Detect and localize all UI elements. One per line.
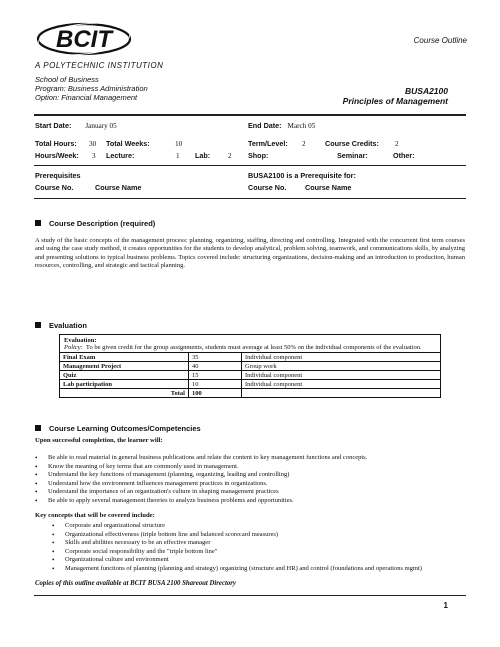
evaluation-box-title: Evaluation: (64, 337, 97, 344)
list-item: • Understand the key functions of management (planning, organizing, leading and controlling) (35, 471, 465, 480)
list-item: • Management functions of planning (planning and strategy) organizing (structure and HR) and control (foundations and operations mgmt) (52, 565, 452, 574)
prereq-divider (34, 198, 466, 199)
evaluation-table (59, 334, 441, 398)
total-weeks-value: 10 (175, 140, 183, 148)
credits-label: Course Credits: (325, 139, 379, 148)
evaluation-policy-cell (60, 335, 441, 353)
learning-outcomes-heading: Course Learning Outcomes/Competencies (35, 424, 201, 433)
outcomes-list (35, 454, 465, 506)
table-total-row: Total 100 (60, 389, 441, 398)
program-name: Program: Business Administration (35, 84, 148, 93)
list-item: • Know the meaning of key terms that are commonly used in management. (35, 463, 465, 472)
list-item: • Organizational effectiveness (triple bottom line and balanced scorecard measures) (52, 531, 452, 540)
term-value: 2 (302, 140, 306, 148)
seminar-label: Seminar: (337, 151, 368, 160)
details-divider (34, 165, 466, 166)
table-row: Management Project 40 Group work (60, 362, 441, 371)
prerequisites-title: Prerequisites (35, 171, 81, 180)
outcomes-intro: Upon successful completion, the learner will: (35, 437, 163, 444)
shareout-note: Copies of this outline available at BCIT BUSA 2100 Shareout Directory (35, 580, 236, 587)
evaluation-policy: Policy: To be given credit for the group assignments, students must average at least 50% on the individual components of the evaluation. (64, 344, 422, 351)
course-description-text: A study of the basic concepts of the management process: planning, organizing, staffing, directing and controlling. Integrated with the concurrent first term courses and using the case study method, it creates opportunities for the students to develop analytical, problem solving, teamwork, and communications skills, by analyzing and presenting solutions to typical business problems. Topics covered include: structuring organizations, decision-making and an introduction to production, human resources, controlling, and strategic and tactical planning. (35, 237, 465, 269)
school-name: School of Business (35, 75, 99, 84)
list-item: • Corporate and organizational structure (52, 522, 452, 531)
list-item: • Skills and abilities necessary to be an effective manager (52, 539, 452, 548)
concepts-list (52, 522, 452, 574)
start-date: Start Date: January 05 (35, 121, 117, 130)
lecture-value: 1 (176, 152, 180, 160)
prerequisite-for-title: BUSA2100 is a Prerequisite for: (248, 171, 356, 180)
shop-label: Shop: (248, 151, 269, 160)
logo-text: BCIT (56, 26, 112, 53)
header-divider (34, 114, 466, 116)
list-item: • Understand the importance of an organization's culture in shaping management practices (35, 488, 465, 497)
bullet-square-icon (35, 322, 41, 328)
bcit-logo (34, 20, 134, 62)
option-name: Option: Financial Management (35, 93, 138, 102)
table-row: Final Exam 35 Individual component (60, 353, 441, 362)
concepts-intro: Key concepts that will be covered include: (35, 512, 155, 519)
hours-week-value: 3 (92, 152, 96, 160)
total-weeks-label: Total Weeks: (106, 139, 150, 148)
prereq-for-course-no-header: Course No. (248, 183, 287, 192)
term-label: Term/Level: (248, 139, 288, 148)
bullet-square-icon (35, 425, 41, 431)
prereq-for-course-name-header: Course Name (305, 183, 352, 192)
footer-divider (34, 595, 466, 596)
document-type: Course Outline (413, 36, 467, 45)
total-hours-label: Total Hours: (35, 139, 77, 148)
total-hours-value: 30 (89, 140, 97, 148)
other-label: Other: (393, 151, 415, 160)
institution-tagline: A POLYTECHNIC INSTITUTION (35, 61, 164, 70)
course-title: Principles of Management (342, 96, 448, 106)
list-item: • Be able to read material in general business publications and relate the content to key management functions and concepts. (35, 454, 465, 463)
end-date: End Date: March 05 (248, 121, 316, 130)
bullet-square-icon (35, 220, 41, 226)
page-number: 1 (443, 601, 448, 610)
evaluation-heading: Evaluation (35, 321, 87, 330)
list-item: • Organizational culture and environment (52, 556, 452, 565)
list-item: • Corporate social responsibility and the "triple bottom line" (52, 548, 452, 557)
course-id (343, 86, 448, 106)
course-code: BUSA2100 (405, 86, 448, 96)
school-info (35, 75, 148, 102)
course-description-heading: Course Description (required) (35, 219, 155, 228)
table-row: Quiz 15 Individual component (60, 371, 441, 380)
credits-value: 2 (395, 140, 399, 148)
lab-label: Lab: (195, 151, 211, 160)
lecture-label: Lecture: (106, 151, 135, 160)
hours-week-label: Hours/Week: (35, 151, 79, 160)
prereq-course-no-header: Course No. (35, 183, 74, 192)
list-item: • Be able to apply several management theories to analyze business problems and opportunities. (35, 497, 465, 506)
prereq-course-name-header: Course Name (95, 183, 142, 192)
table-row: Lab participation 10 Individual component (60, 380, 441, 389)
lab-value: 2 (228, 152, 232, 160)
list-item: • Understand how the environment influences management practices in organizations. (35, 480, 465, 489)
